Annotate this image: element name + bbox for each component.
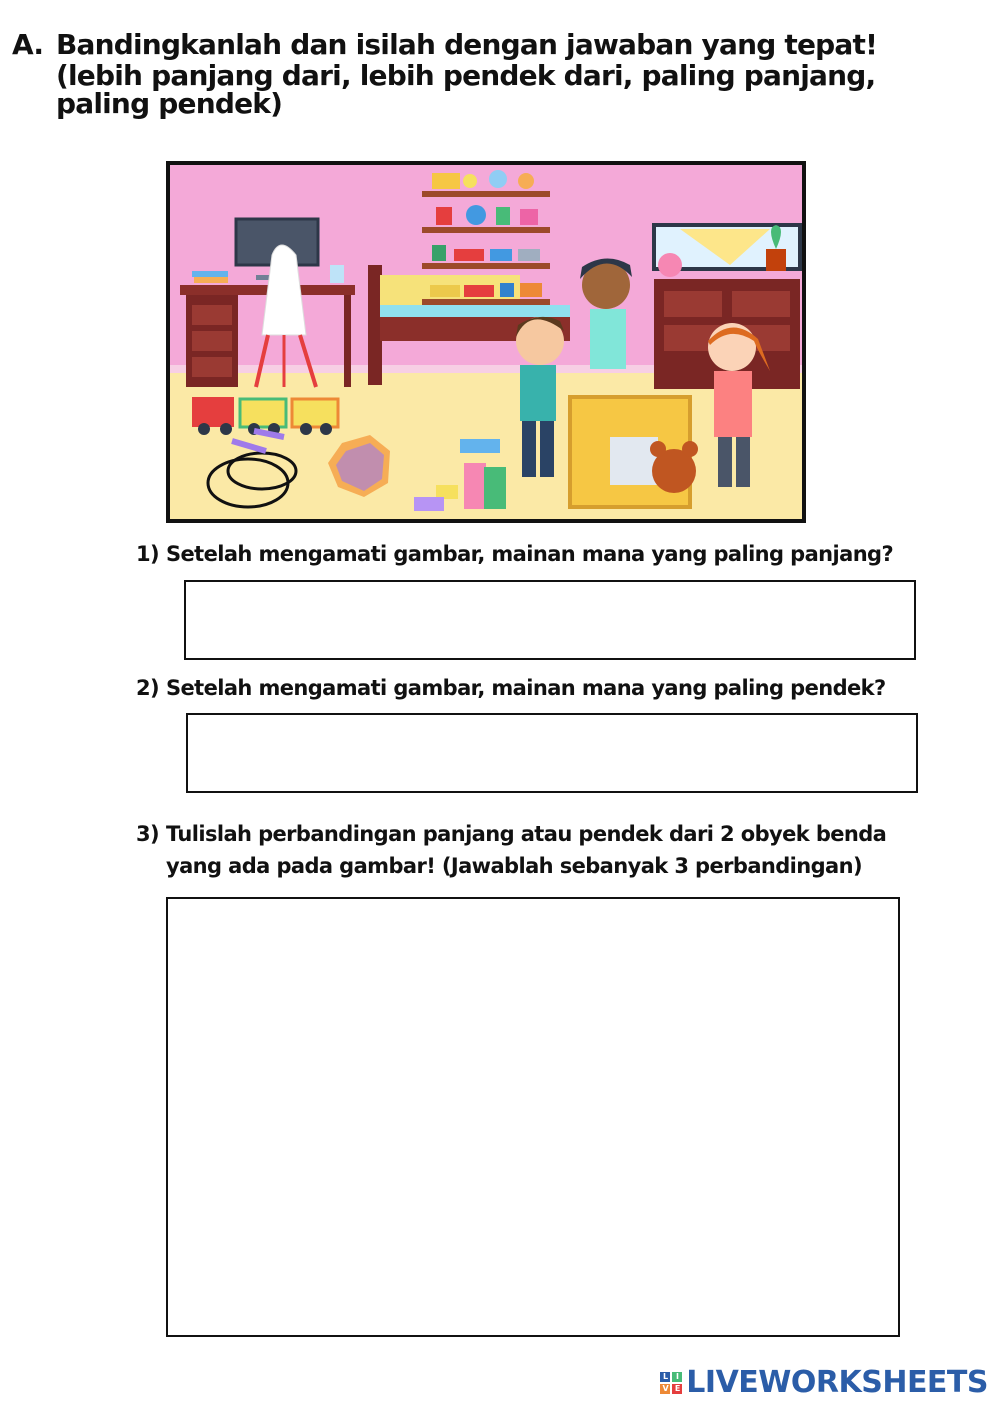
question-2-number: 2) (136, 676, 160, 700)
answer-options: (lebih panjang dari, lebih pendek dari, paling panjang, paling pendek) (56, 59, 876, 120)
instruction-heading (12, 28, 972, 118)
question-3-text-continued: yang ada pada gambar! (Jawablah sebanyak 3 perbandingan) (166, 854, 862, 878)
question-1-number: 1) (136, 542, 160, 566)
liveworksheets-logo-icon: L I V E (660, 1372, 682, 1394)
answer-box-1[interactable] (184, 580, 916, 660)
question-3-number: 3) (136, 822, 160, 846)
instruction-title: Bandingkanlah dan isilah dengan jawaban yang tepat! (56, 28, 878, 61)
playroom-illustration (166, 161, 806, 523)
answer-box-3[interactable] (166, 897, 900, 1337)
playroom-scene-svg (170, 165, 802, 519)
section-marker: A. (12, 28, 44, 61)
question-2 (136, 676, 886, 700)
bed-post (368, 265, 382, 385)
answer-box-2[interactable] (186, 713, 918, 793)
question-3 (136, 818, 886, 882)
question-1 (136, 542, 893, 566)
question-2-text: Setelah mengamati gambar, mainan mana yang paling pendek? (166, 676, 886, 700)
brand-name: LIVEWORKSHEETS (686, 1365, 988, 1400)
question-3-text: Tulislah perbandingan panjang atau pendek dari 2 obyek benda (166, 822, 887, 846)
liveworksheets-brand (660, 1365, 988, 1400)
question-1-text: Setelah mengamati gambar, mainan mana yang paling panjang? (166, 542, 894, 566)
